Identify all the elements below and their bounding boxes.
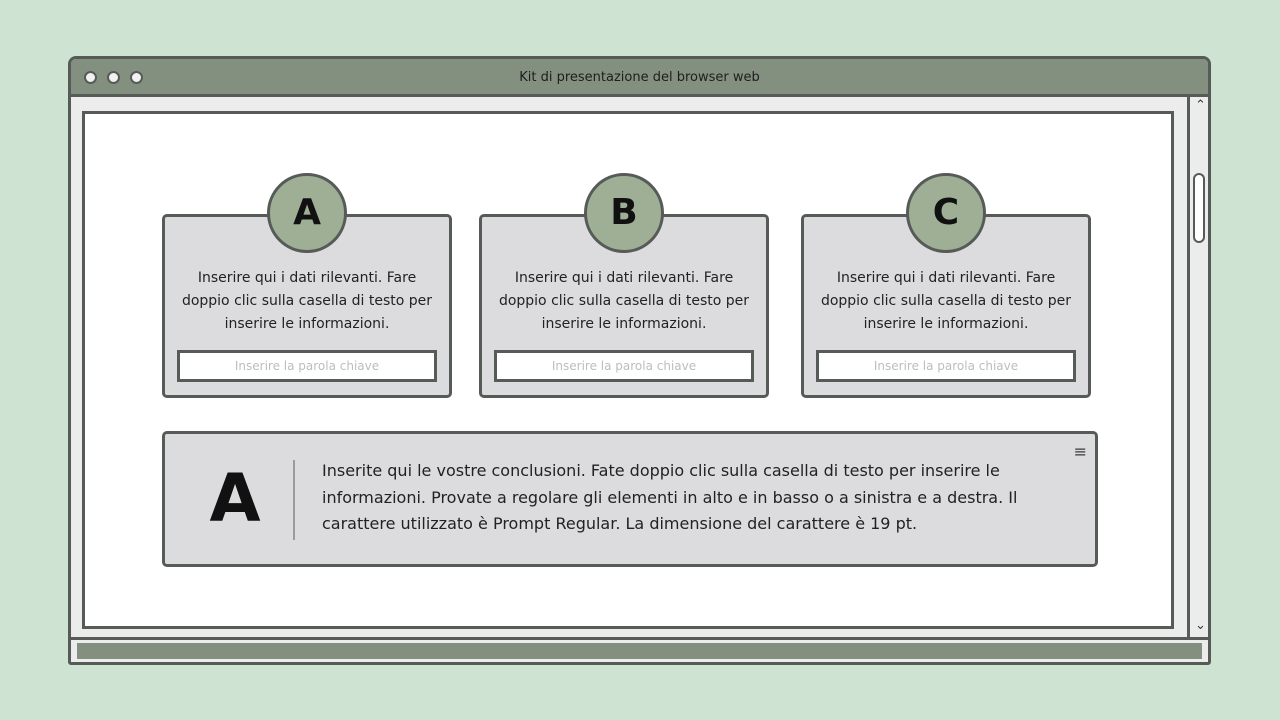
scroll-thumb[interactable]	[1193, 173, 1205, 243]
window-title: Kit di presentazione del browser web	[519, 70, 760, 85]
conclusion-letter: A	[209, 460, 261, 537]
status-bar	[71, 637, 1208, 662]
vertical-scrollbar[interactable]	[1187, 97, 1211, 639]
conclusion-text[interactable]: Inserite qui le vostre conclusioni. Fate doppio clic sulla casella di testo per inserire le informazioni. Provate a regolare gli elementi in alto e in basso o a sinistra e a destra. Il carattere utilizzato è Prompt Regular. La dimensione del carattere è 19 pt.	[322, 461, 1018, 533]
keyword-input[interactable]: Inserire la parola chiave	[177, 350, 437, 382]
keyword-input[interactable]: Inserire la parola chiave	[494, 350, 754, 382]
card-badge-a: A	[267, 173, 347, 253]
card-badge-c: C	[906, 173, 986, 253]
card-badge-b: B	[584, 173, 664, 253]
status-bar-fill	[77, 643, 1202, 659]
scroll-down-icon[interactable]: ⌄	[1195, 618, 1206, 633]
title-bar	[71, 59, 1208, 97]
card-text[interactable]: Inserire qui i dati rilevanti. Fare doppio clic sulla casella di testo per inserire le informazioni.	[820, 270, 1072, 332]
scroll-up-icon[interactable]: ⌃	[1195, 98, 1206, 113]
keyword-input[interactable]: Inserire la parola chiave	[816, 350, 1076, 382]
menu-icon[interactable]: ≡	[1073, 442, 1087, 461]
card-text[interactable]: Inserire qui i dati rilevanti. Fare doppio clic sulla casella di testo per inserire le informazioni.	[181, 270, 433, 332]
conclusion-divider	[293, 460, 295, 540]
conclusion-panel	[162, 431, 1098, 567]
card-text[interactable]: Inserire qui i dati rilevanti. Fare doppio clic sulla casella di testo per inserire le informazioni.	[498, 270, 750, 332]
